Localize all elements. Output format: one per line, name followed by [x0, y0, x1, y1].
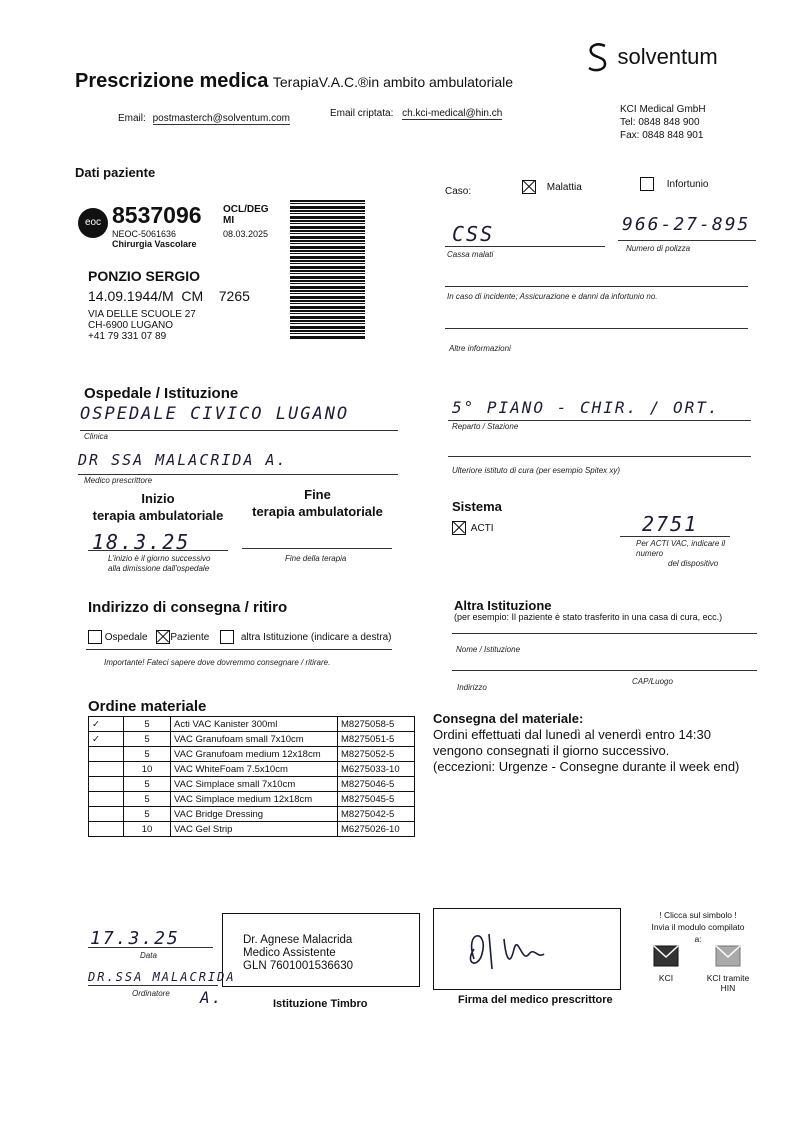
footer-ordinatore-value[interactable]: DR.SSA MALACRIDA [88, 970, 236, 984]
order-product: VAC Granufoam small 7x10cm [171, 732, 338, 747]
order-product: VAC Simplace small 7x10cm [171, 777, 338, 792]
other-address-label: Indirizzo [457, 683, 487, 692]
order-qty: 5 [124, 747, 171, 762]
barcode [290, 200, 365, 340]
therapy-start-note: L'inizio è il giorno successivo alla dimissione dall'ospedale [108, 554, 211, 573]
delivery-important-note: Importante! Fateci sapere dove dovremmo consegnare / ritirare. [104, 658, 331, 667]
order-mark[interactable] [89, 747, 124, 762]
stamp-box [222, 913, 420, 987]
doctor-label: Medico prescrittore [84, 476, 153, 485]
order-code: M8275042-5 [338, 807, 415, 822]
other-name-label: Nome / Istituzione [456, 645, 521, 654]
order-qty: 5 [124, 717, 171, 732]
order-product: VAC Simplace medium 12x18cm [171, 792, 338, 807]
patient-label-date: 08.03.2025 [223, 229, 269, 239]
therapy-start-value[interactable]: 18.3.25 [92, 530, 191, 554]
order-mark[interactable] [89, 762, 124, 777]
eoc-badge: eoc [78, 208, 108, 238]
clinic-label: Clinica [84, 432, 109, 441]
other-info-label: Altre informazioni [449, 344, 511, 353]
case-malattia-checkbox[interactable]: Malattia [522, 180, 582, 194]
table-row [89, 732, 415, 747]
table-row [89, 822, 415, 837]
order-qty: 10 [124, 822, 171, 837]
footer-ordinatore-label: Ordinatore [132, 989, 170, 998]
device-number-value[interactable]: 2751 [642, 512, 699, 536]
order-code: M8275046-5 [338, 777, 415, 792]
send-instructions: ! Clicca sul simbolo ! Invia il modulo compilato a: [651, 910, 745, 944]
delivery-ospedale-checkbox[interactable]: Ospedale [88, 632, 148, 643]
patient-address: VIA DELLE SCUOLE 27 CH-6900 LUGANO +41 79 331 07 89 [88, 309, 196, 342]
delivery-altra-checkbox[interactable]: altra Istituzione (indicare a destra) [220, 632, 391, 643]
page-title: Prescrizione medica TerapiaV.A.C.®in ambito ambulatoriale [75, 70, 514, 92]
therapy-end-label: Fine della terapia [285, 554, 347, 563]
further-care-label: Ulteriore istituto di cura (per esempio Spitex xy) [452, 466, 621, 475]
email-encrypted-row: Email criptata: ch.kci-medical@hin.ch [330, 108, 503, 119]
patient-codes: OCL/DEG MI [223, 204, 269, 226]
table-row [89, 792, 415, 807]
patient-heading: Dati paziente [75, 165, 156, 180]
therapy-start-heading: Inizio terapia ambulatoriale [92, 491, 224, 523]
consegna-info: Consegna del materiale: Ordini effettuati dal lunedì al venerdì entro 14:30 vengono consegnati il giorno successivo. (eccezioni: Urgenze - Consegne durante il week end) [433, 711, 740, 774]
table-row [89, 807, 415, 822]
mail-icon [652, 944, 680, 968]
patient-name: PONZIO SERGIO [88, 268, 201, 284]
case-label: Caso: [445, 186, 472, 197]
table-row [89, 717, 415, 732]
other-institution-heading: Altra Istituzione [454, 598, 552, 613]
signature-box [433, 908, 621, 990]
order-product: VAC Bridge Dressing [171, 807, 338, 822]
order-code: M8275052-5 [338, 747, 415, 762]
delivery-paziente-checkbox[interactable]: Paziente [156, 632, 209, 643]
email-encrypted-link[interactable]: ch.kci-medical@hin.ch [402, 108, 503, 119]
order-qty: 5 [124, 807, 171, 822]
mail-secure-icon [714, 944, 742, 968]
table-row [89, 762, 415, 777]
solventum-mark-icon [583, 40, 613, 74]
table-row [89, 777, 415, 792]
solventum-logo [583, 40, 718, 74]
order-heading: Ordine materiale [88, 698, 207, 715]
patient-neoc: NEOC-5061636 [112, 229, 177, 239]
cassa-value[interactable]: CSS [452, 222, 495, 246]
order-code: M8275051-5 [338, 732, 415, 747]
patient-label [78, 200, 288, 350]
order-product: VAC Gel Strip [171, 822, 338, 837]
hospital-heading: Ospedale / Istituzione [84, 385, 239, 402]
patient-dept: Chirurgia Vascolare [112, 239, 197, 249]
stamp-label: Istituzione Timbro [273, 998, 368, 1010]
stamp-text: Dr. Agnese Malacrida Medico Assistente GLN 7601001536630 [243, 934, 353, 972]
checkbox-checked-icon [156, 630, 170, 644]
signature-label: Firma del medico prescrittore [458, 994, 613, 1006]
order-mark[interactable] [89, 822, 124, 837]
brand-name: solventum [617, 44, 718, 69]
send-kci-button[interactable]: KCI [651, 944, 681, 983]
order-product: VAC WhiteFoam 7.5x10cm [171, 762, 338, 777]
order-code: M6275026-10 [338, 822, 415, 837]
order-product: Acti VAC Kanister 300ml [171, 717, 338, 732]
polizza-value[interactable]: 966-27-895 [622, 214, 751, 235]
order-mark[interactable] [89, 777, 124, 792]
delivery-options [88, 630, 391, 644]
order-qty: 5 [124, 792, 171, 807]
cassa-label: Cassa malati [447, 250, 494, 259]
footer-date-label: Data [140, 951, 157, 960]
acti-checkbox[interactable]: ACTI [452, 521, 494, 535]
page-subtitle: TerapiaV.A.C.®in ambito ambulatoriale [272, 74, 514, 90]
checkbox-checked-icon [522, 180, 536, 194]
doctor-value[interactable]: DR SSA MALACRIDA A. [78, 451, 288, 469]
footer-ordinatore-initial: A. [200, 988, 224, 1007]
order-qty: 5 [124, 777, 171, 792]
other-cap-label: CAP/Luogo [632, 677, 673, 686]
checkbox-empty-icon [220, 630, 234, 644]
clinic-value[interactable]: OSPEDALE CIVICO LUGANO [80, 404, 350, 424]
handwritten-signature [434, 909, 620, 989]
device-note: Per ACTI VAC, indicare il numero del dispositivo [636, 539, 726, 568]
incident-label: In caso di incidente; Assicurazione e danni da infortunio no. [447, 292, 658, 301]
company-info: KCI Medical GmbH Tel: 0848 848 900 Fax: 0848 848 901 [620, 104, 706, 141]
order-table [88, 716, 415, 837]
email-link[interactable]: postmasterch@solventum.com [152, 113, 290, 124]
checkbox-empty-icon [640, 177, 654, 191]
order-mark[interactable]: ✓ [89, 717, 124, 732]
ward-value[interactable]: 5° PIANO - CHIR. / ORT. [452, 398, 720, 417]
footer-date-value[interactable]: 17.3.25 [90, 928, 180, 949]
order-mark[interactable] [89, 807, 124, 822]
order-qty: 10 [124, 762, 171, 777]
system-heading: Sistema [452, 499, 502, 514]
order-product: VAC Granufoam medium 12x18cm [171, 747, 338, 762]
table-row [89, 747, 415, 762]
polizza-label: Numero di polizza [626, 244, 691, 253]
order-mark[interactable]: ✓ [89, 732, 124, 747]
case-infortunio-checkbox[interactable]: Infortunio [640, 177, 708, 191]
email-row: Email: postmasterch@solventum.com [118, 113, 290, 124]
patient-dob-row: 14.09.1944/M CM 7265 [88, 288, 250, 304]
order-qty: 5 [124, 732, 171, 747]
order-code: M8275045-5 [338, 792, 415, 807]
therapy-end-heading: Fine terapia ambulatoriale [252, 487, 383, 519]
order-code: M6275033-10 [338, 762, 415, 777]
patient-id: 8537096 [112, 202, 202, 228]
order-code: M8275058-5 [338, 717, 415, 732]
other-institution-note: (per esempio: Il paziente è stato trasferito in una casa di cura, ecc.) [454, 612, 723, 622]
checkbox-checked-icon [452, 521, 466, 535]
order-mark[interactable] [89, 792, 124, 807]
send-hin-button[interactable]: KCI tramite HIN [700, 944, 756, 993]
delivery-heading: Indirizzo di consegna / ritiro [88, 599, 288, 616]
ward-label: Reparto / Stazione [452, 422, 519, 431]
checkbox-empty-icon [88, 630, 102, 644]
